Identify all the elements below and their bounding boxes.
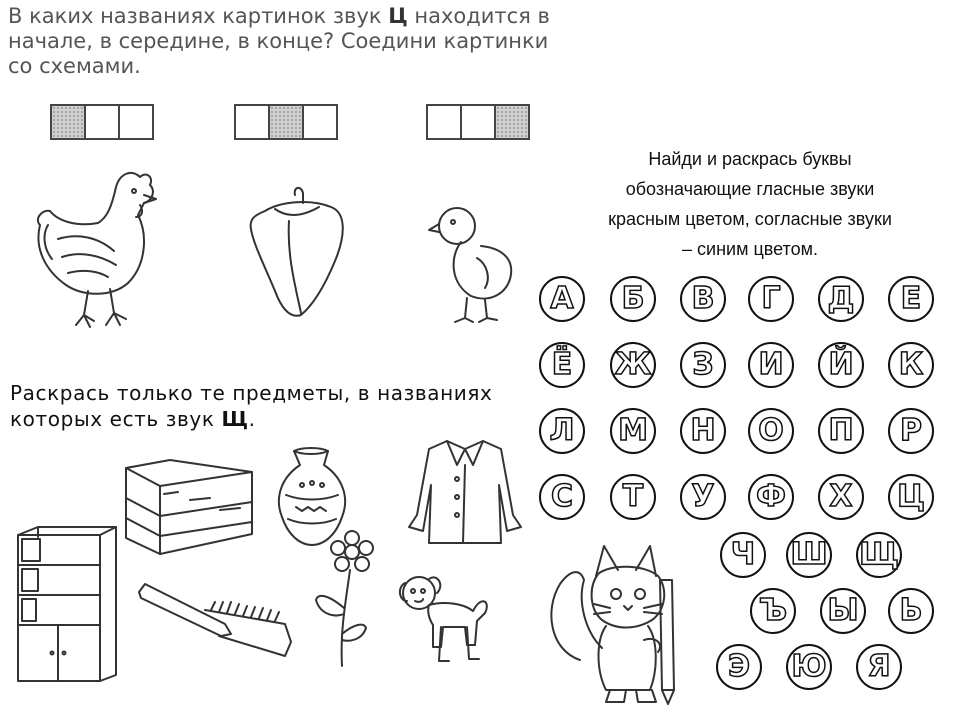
letter-circle-yo[interactable]: Ё [539, 342, 585, 388]
letter-circle-t[interactable]: Т [610, 474, 656, 520]
scheme-cell [302, 104, 338, 140]
letter-circle-p[interactable]: П [818, 408, 864, 454]
squirrel-icon [540, 540, 690, 710]
brush-icon[interactable] [135, 580, 300, 660]
task-ts-line1: В каких названиях картинок звук Ц находится в [8, 4, 550, 28]
task-ts-line3: со схемами. [8, 54, 141, 78]
scheme-cell [84, 104, 120, 140]
scheme-middle[interactable] [234, 104, 336, 140]
letter-circle-b[interactable]: Б [610, 276, 656, 322]
letter-circle-v[interactable]: В [680, 276, 726, 322]
task-letters-line4: – синим цветом. [682, 239, 818, 259]
pepper-icon[interactable] [245, 185, 355, 325]
letter-circle-i[interactable]: И [748, 342, 794, 388]
letter-circle-yu[interactable]: Ю [786, 644, 832, 690]
letter-shch: Щ [221, 407, 249, 431]
letter-ts: Ц [388, 4, 408, 28]
letter-circle-a[interactable]: А [539, 276, 585, 322]
letter-circle-u[interactable]: У [680, 474, 726, 520]
flower-icon[interactable] [310, 530, 385, 670]
letter-circle-f[interactable]: Ф [748, 474, 794, 520]
letter-circle-n[interactable]: Н [680, 408, 726, 454]
letter-circle-k[interactable]: К [888, 342, 934, 388]
letter-circle-sh[interactable]: Ш [786, 532, 832, 578]
letter-circle-ts[interactable]: Ц [888, 474, 934, 520]
letter-circle-e[interactable]: Э [716, 644, 762, 690]
task-shch-line2: которых есть звук Щ. [10, 407, 256, 431]
letter-circle-g[interactable]: Г [748, 276, 794, 322]
task-letters-line2: обозначающие гласные звуки [625, 179, 875, 199]
letter-circle-s[interactable]: С [539, 474, 585, 520]
scheme-cell-filled [494, 104, 530, 140]
letter-circle-z[interactable]: З [680, 342, 726, 388]
scheme-cell [118, 104, 154, 140]
scheme-cell-filled [268, 104, 304, 140]
letter-circle-d[interactable]: Д [818, 276, 864, 322]
task-ts-instruction [8, 4, 588, 79]
task-ts-line2: начале, в середине, в конце? Соедини картинки [8, 29, 549, 53]
scheme-end[interactable] [426, 104, 528, 140]
letter-circle-l[interactable]: Л [539, 408, 585, 454]
scheme-cell [426, 104, 462, 140]
scheme-cell-filled [50, 104, 86, 140]
puppy-icon[interactable] [395, 565, 495, 665]
letter-circle-soft-sign[interactable]: Ь [888, 588, 934, 634]
task-shch-instruction [10, 380, 530, 432]
letter-circle-m[interactable]: М [610, 408, 656, 454]
coat-icon[interactable] [405, 435, 525, 550]
letter-circle-zh[interactable]: Ж [610, 342, 656, 388]
task-letters-line3: красным цветом, согласные звуки [608, 209, 892, 229]
letter-circle-ya[interactable]: Я [856, 644, 902, 690]
cabinet-icon[interactable] [10, 525, 122, 685]
box-icon[interactable] [120, 458, 260, 558]
scheme-beginning[interactable] [50, 104, 152, 140]
chick-icon[interactable] [425, 200, 520, 325]
task-letters-line1: Найди и раскрась буквы [648, 149, 852, 169]
letter-circle-y[interactable]: Ы [820, 588, 866, 634]
letter-circle-ch[interactable]: Ч [720, 532, 766, 578]
task-letters-instruction [560, 144, 940, 264]
letter-circle-h[interactable]: Х [818, 474, 864, 520]
hen-icon[interactable] [28, 165, 158, 335]
letter-circle-r[interactable]: Р [888, 408, 934, 454]
letter-circle-o[interactable]: О [748, 408, 794, 454]
letter-circle-hard-sign[interactable]: Ъ [750, 588, 796, 634]
task-shch-line1: Раскрась только те предметы, в названиях [10, 381, 493, 405]
letter-circle-shch[interactable]: Щ [856, 532, 902, 578]
letter-circle-ye[interactable]: Е [888, 276, 934, 322]
scheme-cell [234, 104, 270, 140]
scheme-cell [460, 104, 496, 140]
letter-circle-y-short[interactable]: Й [818, 342, 864, 388]
